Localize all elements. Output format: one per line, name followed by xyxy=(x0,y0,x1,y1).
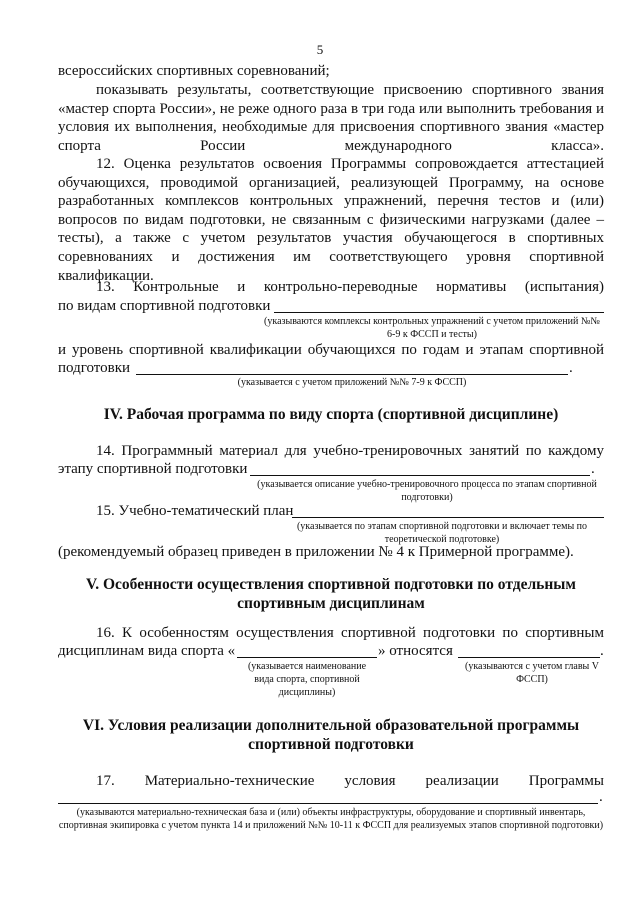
period-14: . xyxy=(591,461,595,477)
heading-section-5: V. Особенности осуществления спортивной подготовки по отдельным спортивным дисциплинам xyxy=(86,576,576,612)
fill-line-13b xyxy=(136,374,568,375)
note-15: (указывается по этапам спортивной подготовки и включает темы по теоретической подготовке) xyxy=(296,521,588,545)
paragraph-12: 12. Оценка результатов освоения Программы сопровождается аттестацией обучающихся, проводимой организацией, реализующей Программу, на основе разработанных комплексов контрольных упражнений, перечня тестов и (или) вопросов по видам подготовки, не связанным с физическими нагрузками (далее – тесты), а также с учетом результатов участия обучающегося в спортивных соревнованиях и достижения им соответствующего уровня спортивной квалификации. xyxy=(58,156,604,284)
paragraph-14-line1: 14. Программный материал для учебно-тренировочных занятий по каждому xyxy=(96,443,604,459)
period-16: . xyxy=(600,643,604,659)
paragraph-15: 15. Учебно-тематический план xyxy=(96,503,294,519)
note-14: (указывается описание учебно-тренировочного процесса по этапам спортивной подготовки) xyxy=(257,479,597,503)
note-16a: (указывается наименование вида спорта, спортивной дисциплины) xyxy=(247,661,367,698)
paragraph-13-line4: подготовки xyxy=(58,360,131,376)
paragraph-13-line3: и уровень спортивной квалификации обучающихся по годам и этапам спортивной xyxy=(58,342,604,358)
fill-line-16-features xyxy=(458,657,600,658)
paragraph-16-line2a: дисциплинам вида спорта « xyxy=(58,643,236,659)
paragraph-16-line1: 16. К особенностям осуществления спортивной подготовки по спортивным xyxy=(96,625,604,641)
fill-line-15 xyxy=(292,517,604,518)
period-13b: . xyxy=(569,360,573,376)
note-17: (указываются материально-техническая база и (или) объекты инфраструктуры, оборудование и спортивный инвентарь, спортивная экипировка с учетом пункта 14 и приложений №№ 10-11 к ФССП для реализуемых этапов спортивной подготовки) xyxy=(58,807,604,831)
paragraph-17: 17. Материально-технические условия реализации Программы xyxy=(96,773,604,789)
paragraph-16-line2b: » относятся xyxy=(378,643,453,659)
note-13b: (указывается с учетом приложений №№ 7-9 к ФССП) xyxy=(237,377,467,388)
paragraph-13-line1: 13. Контрольные и контрольно-переводные нормативы (испытания) xyxy=(96,279,604,295)
paragraph-14-line2: этапу спортивной подготовки xyxy=(58,461,248,477)
paragraph-15-recommendation: (рекомендуемый образец приведен в приложении № 4 к Примерной программе). xyxy=(58,544,574,560)
fill-line-17 xyxy=(58,803,598,804)
heading-section-6: VI. Условия реализации дополнительной образовательной программы спортивной подготовки xyxy=(82,717,580,753)
paragraph-13-line2: по видам спортивной подготовки xyxy=(58,298,271,314)
period-17: . xyxy=(599,789,603,805)
note-13a: (указываются комплексы контрольных упражнений с учетом приложений №№ 6-9 к ФССП и тесты) xyxy=(264,316,600,340)
paragraph-master-of-sport: показывать результаты, соответствующие присвоению спортивного звания «мастер спорта России», не реже одного раза в три года или выполнить требования и условия их выполнения, необходимые для присвоения спортивного звания «мастер спорта России международного класса». xyxy=(58,82,604,154)
page-number: 5 xyxy=(316,42,324,57)
fill-line-14 xyxy=(250,475,590,476)
heading-section-4: IV. Рабочая программа по виду спорта (спортивной дисциплине) xyxy=(103,406,559,423)
paragraph-competitions-tail: всероссийских спортивных соревнований; xyxy=(58,63,330,79)
fill-line-13a xyxy=(274,312,604,313)
fill-line-16-sport xyxy=(237,657,377,658)
note-16b: (указываются с учетом главы V ФССП) xyxy=(464,661,599,685)
